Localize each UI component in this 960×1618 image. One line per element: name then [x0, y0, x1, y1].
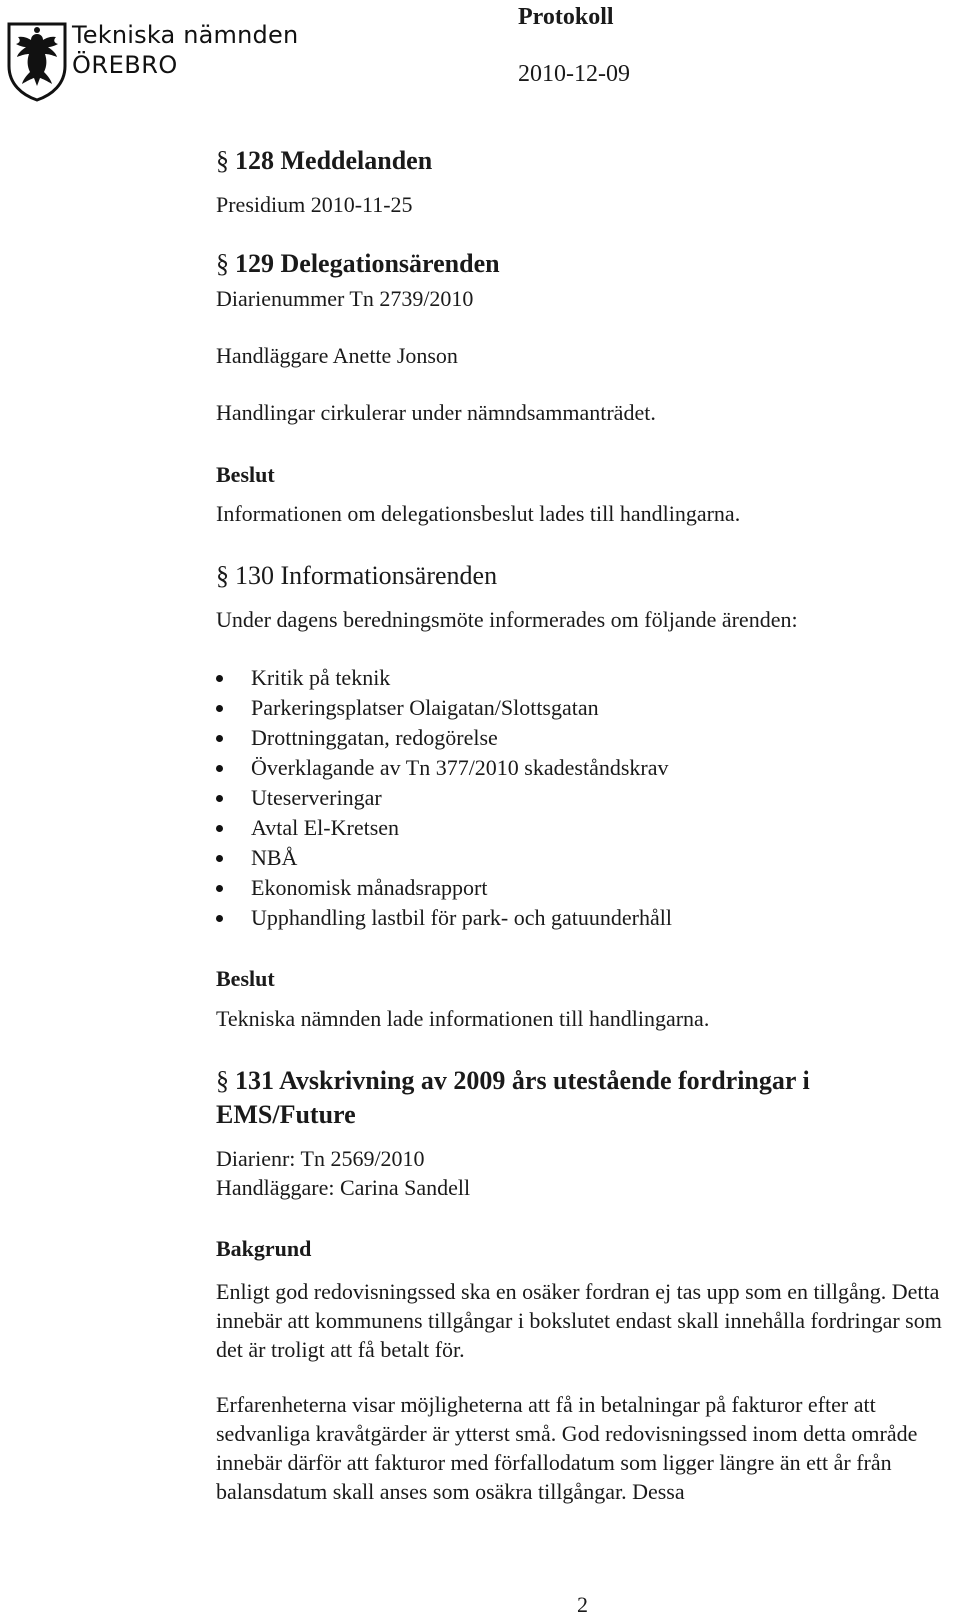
bullet-icon [216, 765, 223, 772]
section-129-text: Handlingar cirkulerar under nämndsammanträdet. [216, 400, 656, 425]
organization-name [72, 20, 298, 80]
bullet-icon [216, 855, 223, 862]
bullet-icon [216, 735, 223, 742]
list-item: Drottninggatan, redogörelse [216, 725, 498, 751]
section-129-beslut-label: Beslut [216, 462, 275, 487]
bullet-icon [216, 885, 223, 892]
list-item: Parkeringsplatser Olaigatan/Slottsgatan [216, 695, 599, 721]
section-131-bakgrund-label: Bakgrund [216, 1236, 312, 1261]
section-symbol: § [216, 146, 229, 175]
section-130-heading [216, 561, 497, 591]
section-130-beslut-label: Beslut [216, 966, 275, 991]
section-129-title: 129 Delegationsärenden [235, 249, 500, 278]
bullet-icon [216, 675, 223, 682]
bullet-icon [216, 705, 223, 712]
section-128-title: 128 Meddelanden [235, 146, 433, 175]
section-129-handlaggare: Handläggare Anette Jonson [216, 343, 458, 368]
list-item: Överklagande av Tn 377/2010 skadeståndskrav [216, 755, 668, 781]
section-131-paragraph-1: Enligt god redovisningssed ska en osäker fordran ej tas upp som en tillgång. Detta innebär att kommunens tillgångar i bokslutet endast skall innehålla fordringar som det är troligt att få betalt för. [216, 1279, 942, 1362]
section-131-title-line1: 131 Avskrivning av 2009 års utestående fordringar i [235, 1066, 810, 1095]
list-item: Ekonomisk månadsrapport [216, 875, 487, 901]
list-item: Uteserveringar [216, 785, 382, 811]
section-129-beslut-text: Informationen om delegationsbeslut lades till handlingarna. [216, 501, 741, 526]
section-131-paragraph-2: Erfarenheterna visar möjligheterna att få in betalningar på fakturor efter att sedvanliga kravåtgärder är ytterst små. God redovisningssed inom detta område innebär därför att fakturor med förfallodatum som ligger längre än ett år från balansdatum skall anses som osäkra tillgångar. Dessa [216, 1392, 918, 1504]
section-129-heading [216, 249, 500, 279]
section-131-diarienr: Diarienr: Tn 2569/2010 [216, 1146, 425, 1171]
orebro-coat-of-arms-logo [6, 20, 68, 102]
section-131-heading [216, 1066, 810, 1096]
list-item: Avtal El-Kretsen [216, 815, 399, 841]
list-item: Kritik på teknik [216, 665, 390, 691]
list-item: Upphandling lastbil för park- och gatuunderhåll [216, 905, 672, 931]
section-130-beslut-text: Tekniska nämnden lade informationen till handlingarna. [216, 1006, 710, 1031]
document-type: Protokoll [518, 4, 614, 30]
section-130-title: 130 Informationsärenden [235, 561, 498, 590]
section-symbol: § [216, 561, 229, 590]
org-name-line1: Tekniska nämnden [72, 21, 299, 49]
bullet-icon [216, 915, 223, 922]
bullet-icon [216, 795, 223, 802]
org-name-line2: ÖREBRO [72, 51, 178, 79]
section-symbol: § [216, 249, 229, 278]
document-date: 2010-12-09 [518, 61, 630, 87]
section-130-intro: Under dagens beredningsmöte informerades om följande ärenden: [216, 607, 798, 632]
section-131-handlaggare: Handläggare: Carina Sandell [216, 1175, 471, 1200]
section-128-line: Presidium 2010-11-25 [216, 192, 413, 217]
list-item: NBÅ [216, 845, 297, 871]
section-129-diarienummer: Diarienummer Tn 2739/2010 [216, 286, 474, 311]
section-128-heading [216, 146, 432, 176]
section-symbol: § [216, 1066, 229, 1095]
bullet-icon [216, 825, 223, 832]
page-number: 2 [577, 1592, 588, 1617]
section-131-title-line2: EMS/Future [216, 1100, 356, 1129]
